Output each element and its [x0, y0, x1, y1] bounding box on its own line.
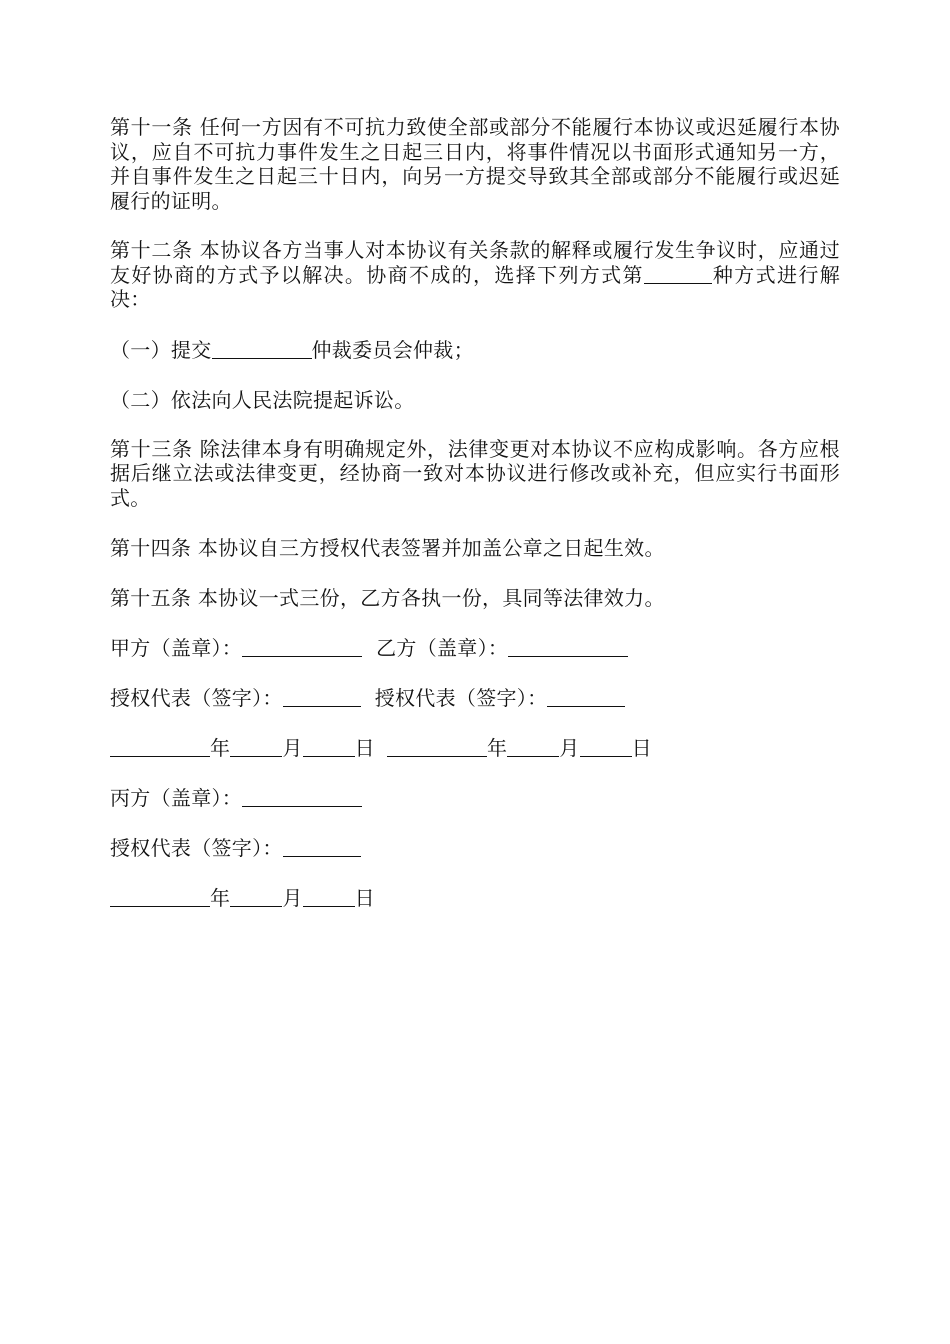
party-c-year-blank[interactable] — [110, 886, 210, 907]
party-b-year-blank[interactable] — [387, 736, 487, 757]
party-a-year-blank[interactable] — [110, 736, 210, 757]
article-12 — [110, 238, 840, 312]
date-row-c — [110, 885, 840, 911]
year-label: 年 — [210, 886, 231, 910]
article-12-text-end: 种方式进行解决： — [110, 262, 841, 311]
party-a-rep-label: 授权代表（签字）： — [110, 686, 283, 710]
party-b-day-blank[interactable] — [580, 736, 632, 757]
month-label: 月 — [282, 886, 303, 910]
party-c-day-blank[interactable] — [303, 886, 355, 907]
party-a-seal-label: 甲方（盖章）： — [110, 636, 243, 660]
article-13: 第十三条 除法律本身有明确规定外，法律变更对本协议不应构成影响。各方应根据后继立法或法律变更，经协商一致对本协议进行修改或补充，但应实行书面形式。 — [110, 436, 840, 510]
party-b-seal-label: 乙方（盖章）： — [376, 636, 509, 660]
year-label: 年 — [210, 736, 231, 760]
option-1-label: （一）提交 — [110, 337, 212, 362]
month-label: 月 — [282, 736, 303, 760]
arbitration-commission-blank[interactable] — [212, 338, 312, 359]
rep-row-ab — [110, 685, 840, 711]
party-c-seal-label: 丙方（盖章）： — [110, 786, 243, 810]
party-a-day-blank[interactable] — [303, 736, 355, 757]
article-15: 第十五条 本协议一式三份，乙方各执一份，具同等法律效力。 — [110, 586, 665, 610]
year-label: 年 — [486, 736, 508, 760]
party-b-month-blank[interactable] — [507, 736, 559, 757]
document-page — [110, 115, 840, 935]
option-1-text: 仲裁委员会仲裁； — [311, 337, 474, 362]
party-c-seal-blank[interactable] — [242, 786, 362, 807]
day-label: 日 — [354, 736, 375, 760]
article-11: 第十一条 任何一方因有不可抗力致使全部或部分不能履行本协议或迟延履行本协议，应自不可抗力事件发生之日起三日内，将事件情况以书面形式通知另一方，并自事件发生之日起三十日内，向另一方提交导致其全部或部分不能履行或迟延履行的证明。 — [110, 115, 840, 213]
party-b-rep-label: 授权代表（签字）： — [374, 686, 548, 710]
party-a-seal-blank[interactable] — [242, 636, 362, 657]
day-label: 日 — [631, 736, 652, 760]
option-arbitration — [110, 337, 840, 363]
party-c-rep-label: 授权代表（签字）： — [110, 836, 283, 860]
party-c-month-blank[interactable] — [230, 886, 282, 907]
seal-row-c — [110, 785, 840, 811]
article-14: 第十四条 本协议自三方授权代表签署并加盖公章之日起生效。 — [110, 536, 665, 560]
party-c-rep-blank[interactable] — [283, 836, 361, 857]
party-a-month-blank[interactable] — [230, 736, 282, 757]
seal-row-ab — [110, 635, 840, 661]
month-label: 月 — [559, 736, 580, 760]
day-label: 日 — [354, 886, 375, 910]
party-b-rep-blank[interactable] — [547, 686, 625, 707]
article-12-text: 第十二条 本协议各方当事人对本协议有关条款的解释或履行发生争议时，应通过友好协商的方式予以解决。协商不成的，选择下列方式第 — [110, 238, 840, 287]
dispute-method-blank[interactable] — [644, 263, 712, 284]
rep-row-c — [110, 835, 840, 861]
option-litigation: （二）依法向人民法院提起诉讼。 — [110, 387, 415, 412]
date-row-ab — [110, 735, 840, 761]
party-b-seal-blank[interactable] — [508, 636, 628, 657]
party-a-rep-blank[interactable] — [283, 686, 361, 707]
